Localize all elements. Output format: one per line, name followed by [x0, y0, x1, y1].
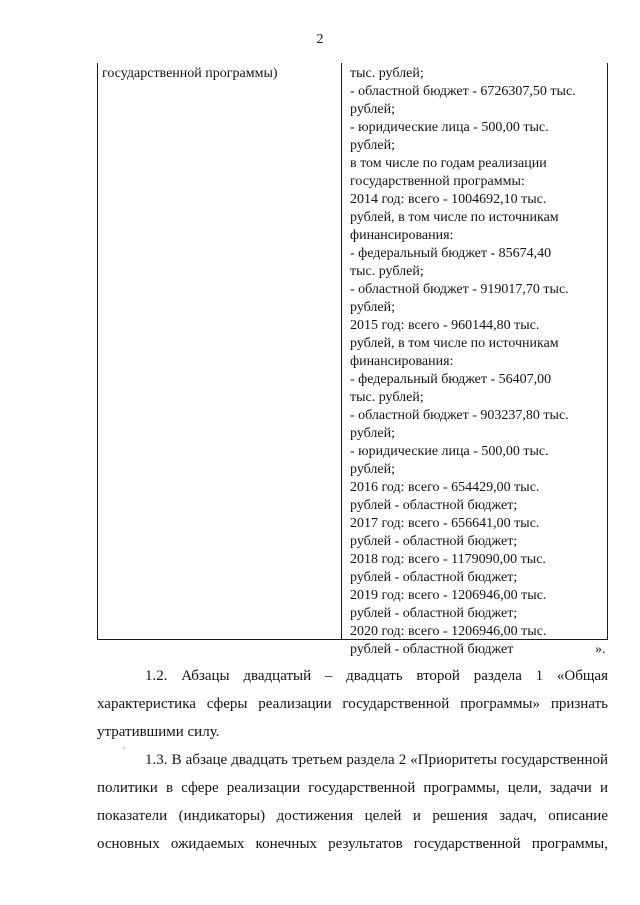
table-right-line: рублей;	[350, 102, 395, 117]
table-right-line: - юридические лица - 500,00 тыс.	[350, 444, 549, 459]
table-right-line: рублей, в том числе по источникам	[350, 336, 559, 351]
closing-quote: ».	[595, 642, 606, 657]
table-right-line: рублей;	[350, 426, 395, 441]
paragraph-2-line-3: показатели (индикаторы) достижения целей и решения задач, описание	[97, 808, 608, 824]
table-right-line: 2015 год: всего - 960144,80 тыс.	[350, 318, 540, 333]
paragraph-2-line-1: 1.3. В абзаце двадцать третьем раздела 2 «Приоритеты государственной	[145, 752, 608, 768]
table-right-line: рублей - областной бюджет;	[350, 606, 518, 621]
table-right-line: 2018 год: всего - 1179090,00 тыс.	[350, 552, 546, 567]
paragraph-1-line-3: утратившими силу.	[97, 724, 220, 740]
column-divider	[341, 63, 342, 639]
table-right-line: тыс. рублей;	[350, 66, 424, 81]
table-right-line: государственной программы:	[350, 174, 525, 189]
table-right-line: - федеральный бюджет - 85674,40	[350, 246, 552, 261]
paragraph-1-line-1: 1.2. Абзацы двадцатый – двадцать второй раздела 1 «Общая	[145, 668, 608, 684]
table-right-line: рублей;	[350, 462, 395, 477]
table-right-line: 2017 год: всего - 656641,00 тыс.	[350, 516, 540, 531]
table-right-line: - областной бюджет - 903237,80 тыс.	[350, 408, 569, 423]
table-right-line: рублей - областной бюджет;	[350, 534, 518, 549]
table-right-line: финансирования:	[350, 228, 454, 243]
table-right-cell	[350, 65, 605, 659]
paragraph-2-line-2: политики в сфере реализации государственной программы, цели, задачи и	[97, 780, 608, 796]
table-right-line: рублей - областной бюджет	[350, 642, 514, 657]
table-right-line: рублей - областной бюджет;	[350, 570, 518, 585]
table-right-line: - федеральный бюджет - 56407,00	[350, 372, 552, 387]
page-number: 2	[316, 32, 324, 47]
table-right-line: тыс. рублей;	[350, 264, 424, 279]
table-right-line: тыс. рублей;	[350, 390, 424, 405]
table-right-line: в том числе по годам реализации	[350, 156, 547, 171]
table-right-line: финансирования:	[350, 354, 454, 369]
table-right-line: рублей, в том числе по источникам	[350, 210, 559, 225]
table-right-line: - юридические лица - 500,00 тыс.	[350, 120, 549, 135]
program-funding-table	[97, 63, 608, 657]
table-right-line: 2019 год: всего - 1206946,00 тыс.	[350, 588, 547, 603]
table-right-line: - областной бюджет - 919017,70 тыс.	[350, 282, 569, 297]
table-right-line: рублей;	[350, 300, 395, 315]
margin-mark: ·	[122, 744, 126, 755]
table-right-line: 2020 год: всего - 1206946,00 тыс.	[350, 624, 547, 639]
table-left-cell: государственной программы)	[102, 66, 278, 81]
paragraph-1-line-2: характеристика сферы реализации государственной программы» признать	[97, 696, 608, 712]
table-right-line: 2014 год: всего - 1004692,10 тыс.	[350, 192, 547, 207]
table-right-line: 2016 год: всего - 654429,00 тыс.	[350, 480, 540, 495]
table-right-line: рублей;	[350, 138, 395, 153]
paragraph-2-line-4: основных ожидаемых конечных результатов государственной программы,	[97, 836, 608, 852]
table-right-line: рублей - областной бюджет;	[350, 498, 518, 513]
table-right-line: - областной бюджет - 6726307,50 тыс.	[350, 84, 576, 99]
